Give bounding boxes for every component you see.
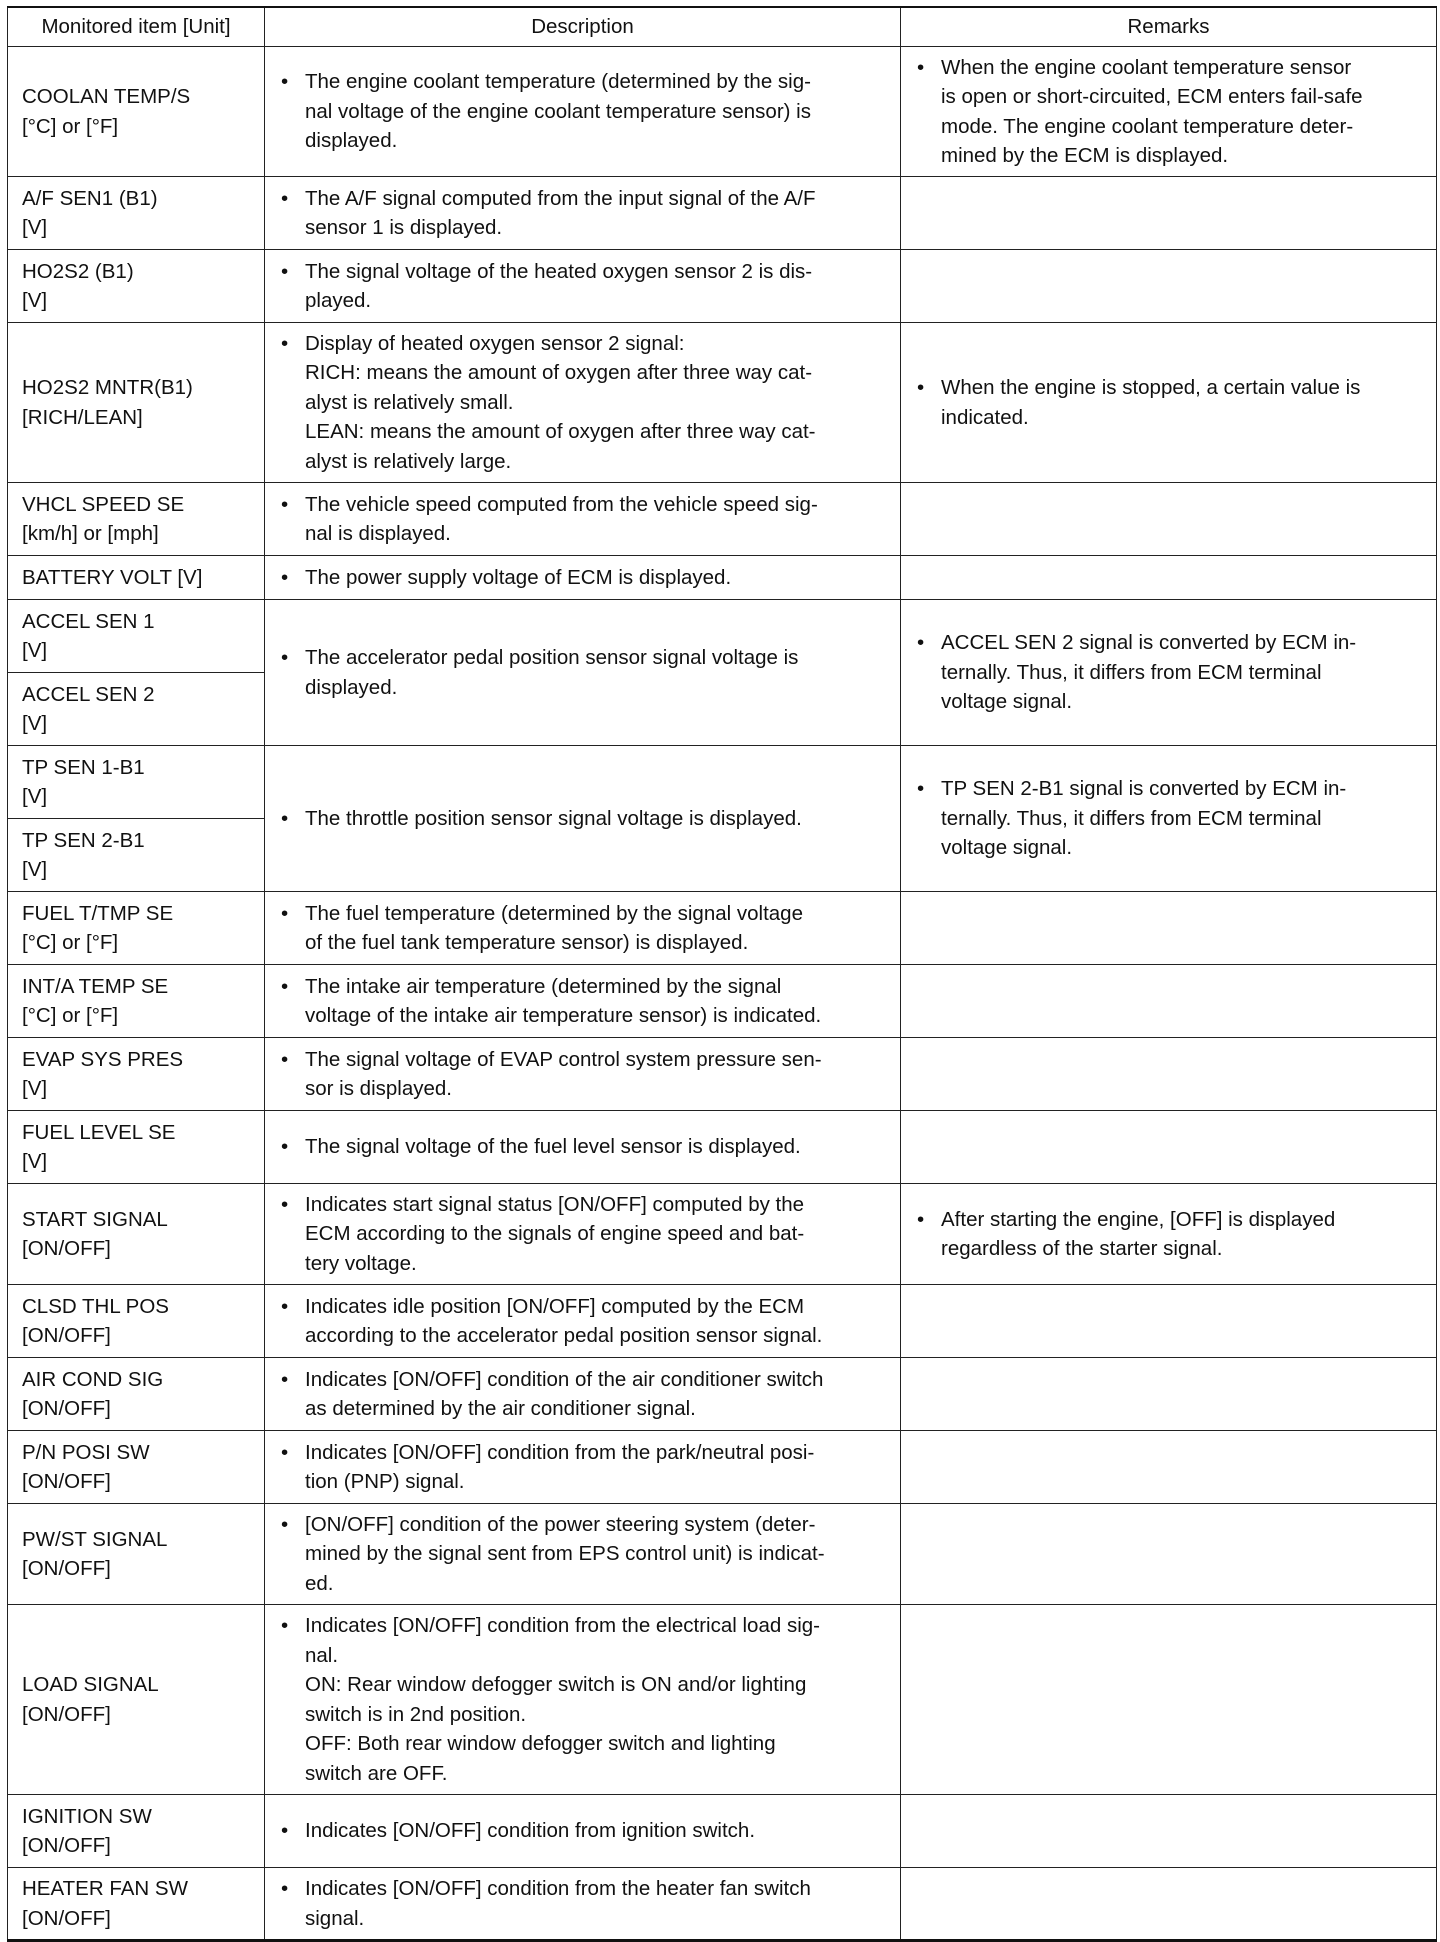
remarks-cell — [901, 1285, 1437, 1358]
item-unit: [°C] or [°F] — [22, 1004, 119, 1027]
description-bullet — [279, 1510, 890, 1599]
description-cell — [265, 1868, 901, 1941]
description-line: • Indicates [ON/OFF] condition of the air conditioner switch — [305, 1367, 824, 1391]
description-bullet — [279, 257, 890, 316]
remarks-cell — [901, 1431, 1437, 1504]
item-cell — [8, 177, 265, 250]
item-unit: [ON/OFF] — [22, 1834, 111, 1857]
description-line: • The power supply voltage of ECM is displayed. — [305, 565, 732, 589]
description-cell — [265, 746, 901, 892]
description-line: displayed. — [305, 675, 398, 699]
item-unit: [km/h] or [mph] — [22, 522, 159, 545]
description-subline: switch are OFF. — [305, 1761, 448, 1785]
header-remarks: Remarks — [901, 7, 1437, 47]
table-row — [8, 965, 1437, 1038]
item-cell — [8, 1868, 265, 1941]
table-row — [8, 556, 1437, 600]
description-subline: alyst is relatively small. — [305, 390, 514, 414]
item-cell — [8, 1358, 265, 1431]
description-line: tion (PNP) signal. — [305, 1470, 465, 1493]
description-bullet — [279, 899, 890, 958]
item-name: ACCEL SEN 2 — [22, 682, 155, 706]
description-cell — [265, 892, 901, 965]
remarks-cell — [901, 556, 1437, 600]
description-line: • The intake air temperature (determined by the signal — [305, 974, 782, 998]
remarks-cell — [901, 1358, 1437, 1431]
item-cell — [8, 323, 265, 483]
description-line: ed. — [305, 1571, 334, 1595]
description-cell — [265, 1184, 901, 1285]
table-row — [8, 323, 1437, 483]
description-line: played. — [305, 289, 372, 312]
description-cell — [265, 1285, 901, 1358]
item-cell — [8, 1184, 265, 1285]
remarks-cell — [901, 483, 1437, 556]
remarks-cell — [901, 965, 1437, 1038]
item-unit: [V] — [22, 639, 48, 662]
description-line: • The A/F signal computed from the input signal of the A/F — [305, 186, 816, 210]
description-bullet — [279, 1438, 890, 1497]
item-unit: [V] — [22, 858, 48, 881]
remark-bullet — [915, 1205, 1426, 1264]
description-line: • Display of heated oxygen sensor 2 signal: — [305, 331, 685, 355]
remarks-cell — [901, 323, 1437, 483]
remarks-cell — [901, 1605, 1437, 1795]
remark-line: • ACCEL SEN 2 signal is converted by ECM in- — [941, 631, 1357, 655]
table-row — [8, 1111, 1437, 1184]
description-line: • Indicates [ON/OFF] condition from the electrical load sig- — [305, 1614, 820, 1637]
remark-line: • TP SEN 2-B1 signal is converted by ECM in- — [941, 777, 1347, 801]
description-line: signal. — [305, 1906, 365, 1930]
table-row — [8, 250, 1437, 323]
item-cell — [8, 483, 265, 556]
remark-line: voltage signal. — [941, 836, 1073, 860]
remarks-cell — [901, 1868, 1437, 1941]
description-bullet — [279, 563, 890, 593]
description-cell — [265, 323, 901, 483]
description-bullet — [279, 329, 890, 359]
item-cell — [8, 673, 265, 746]
monitor-item-table — [7, 6, 1437, 1942]
remark-bullet — [915, 373, 1426, 432]
item-name: INT/A TEMP SE — [22, 974, 169, 998]
item-cell — [8, 1111, 265, 1184]
description-cell — [265, 47, 901, 177]
item-cell — [8, 600, 265, 673]
description-line: tery voltage. — [305, 1251, 417, 1275]
description-line: according to the accelerator pedal position sensor signal. — [305, 1324, 823, 1347]
item-cell — [8, 556, 265, 600]
description-line: • Indicates idle position [ON/OFF] computed by the ECM — [305, 1294, 805, 1318]
remark-line: indicated. — [941, 405, 1029, 429]
item-unit: [ON/OFF] — [22, 1906, 111, 1930]
table-row — [8, 1605, 1437, 1795]
description-bullet — [279, 1365, 890, 1424]
table-row — [8, 746, 1437, 819]
item-name: HEATER FAN SW — [22, 1877, 188, 1900]
item-cell — [8, 965, 265, 1038]
table-row — [8, 1285, 1437, 1358]
description-bullet — [279, 643, 890, 702]
item-unit: [ON/OFF] — [22, 1470, 111, 1493]
description-line: sensor 1 is displayed. — [305, 216, 503, 239]
remarks-cell — [901, 177, 1437, 250]
table-row — [8, 1795, 1437, 1868]
description-bullet — [279, 972, 890, 1031]
description-line: • The fuel temperature (determined by the signal voltage — [305, 901, 803, 925]
item-unit: [ON/OFF] — [22, 1237, 111, 1260]
description-bullet — [279, 1132, 890, 1162]
item-unit: [ON/OFF] — [22, 1397, 111, 1420]
description-line: • Indicates [ON/OFF] condition from the heater fan switch — [305, 1877, 811, 1900]
remarks-cell — [901, 1184, 1437, 1285]
remark-line: mined by the ECM is displayed. — [941, 144, 1229, 167]
description-line: • [ON/OFF] condition of the power steering system (deter- — [305, 1512, 816, 1536]
table-row — [8, 892, 1437, 965]
item-cell — [8, 1038, 265, 1111]
item-name: IGNITION SW — [22, 1804, 152, 1828]
description-bullet — [279, 1190, 890, 1279]
description-cell — [265, 1605, 901, 1795]
item-name: COOLAN TEMP/S — [22, 85, 191, 108]
description-line: nal voltage of the engine coolant temperature sensor) is — [305, 99, 811, 123]
description-subline: alyst is relatively large. — [305, 449, 512, 473]
remark-line: • When the engine is stopped, a certain value is — [941, 376, 1361, 399]
item-cell — [8, 819, 265, 892]
item-cell — [8, 1795, 265, 1868]
description-line: • Indicates start signal status [ON/OFF] computed by the — [305, 1192, 805, 1216]
description-line: • The throttle position sensor signal voltage is displayed. — [305, 806, 802, 830]
remark-bullet — [915, 53, 1426, 171]
description-bullet — [279, 1816, 890, 1846]
table-row — [8, 1184, 1437, 1285]
description-cell — [265, 556, 901, 600]
item-unit: [V] — [22, 712, 48, 735]
table-row — [8, 1868, 1437, 1941]
remarks-cell — [901, 892, 1437, 965]
item-cell — [8, 1285, 265, 1358]
description-bullet — [279, 1292, 890, 1351]
item-name: START SIGNAL — [22, 1207, 168, 1231]
description-bullet — [279, 490, 890, 549]
table-row — [8, 1504, 1437, 1605]
remark-line: mode. The engine coolant temperature deter- — [941, 114, 1354, 138]
description-cell — [265, 1038, 901, 1111]
description-cell — [265, 600, 901, 746]
remarks-cell — [901, 600, 1437, 746]
description-cell — [265, 1358, 901, 1431]
description-bullet — [279, 67, 890, 156]
item-unit: [V] — [22, 216, 48, 239]
description-cell — [265, 965, 901, 1038]
item-name: P/N POSI SW — [22, 1440, 150, 1464]
description-subline: RICH: means the amount of oxygen after three way cat- — [305, 361, 813, 385]
description-line: • The signal voltage of the heated oxygen sensor 2 is dis- — [305, 259, 813, 283]
item-unit: [ON/OFF] — [22, 1324, 111, 1347]
item-name: LOAD SIGNAL — [22, 1673, 159, 1696]
monitor-item-table-page — [7, 6, 1436, 1942]
remark-line: is open or short-circuited, ECM enters fail-safe — [941, 85, 1363, 108]
item-cell — [8, 1605, 265, 1795]
item-name: EVAP SYS PRES — [22, 1047, 184, 1071]
description-bullet — [279, 1045, 890, 1104]
item-cell — [8, 250, 265, 323]
table-row — [8, 483, 1437, 556]
description-subline: OFF: Both rear window defogger switch and lighting — [305, 1732, 776, 1755]
description-subline: ON: Rear window defogger switch is ON and/or lighting — [305, 1673, 807, 1696]
header-description: Description — [265, 7, 901, 47]
item-cell — [8, 1431, 265, 1504]
table-row — [8, 1358, 1437, 1431]
description-bullet — [279, 804, 890, 834]
item-cell — [8, 1504, 265, 1605]
description-line: voltage of the intake air temperature sensor) is indicated. — [305, 1004, 822, 1027]
remark-line: ternally. Thus, it differs from ECM terminal — [941, 806, 1322, 830]
description-subline: switch is in 2nd position. — [305, 1702, 527, 1726]
item-cell — [8, 892, 265, 965]
item-name: PW/ST SIGNAL — [22, 1527, 168, 1551]
remark-line: • When the engine coolant temperature sensor — [941, 55, 1352, 79]
remarks-cell — [901, 1504, 1437, 1605]
item-cell — [8, 746, 265, 819]
header-monitored-item: Monitored item [Unit] — [8, 7, 265, 47]
remarks-cell — [901, 1111, 1437, 1184]
item-name: HO2S2 (B1) — [22, 259, 134, 283]
item-unit: [V] — [22, 1150, 48, 1173]
description-bullet — [279, 184, 890, 243]
item-name: BATTERY VOLT [V] — [22, 565, 203, 589]
description-cell — [265, 177, 901, 250]
description-line: nal. — [305, 1643, 339, 1667]
description-cell — [265, 483, 901, 556]
description-line: sor is displayed. — [305, 1077, 452, 1100]
item-name: AIR COND SIG — [22, 1367, 164, 1391]
description-cell — [265, 1111, 901, 1184]
description-bullet — [279, 1874, 890, 1933]
item-name: VHCL SPEED SE — [22, 492, 185, 516]
remark-line: ternally. Thus, it differs from ECM terminal — [941, 660, 1322, 684]
description-bullet — [279, 1611, 890, 1670]
item-name: FUEL T/TMP SE — [22, 901, 174, 925]
table-row — [8, 1038, 1437, 1111]
remarks-cell — [901, 1795, 1437, 1868]
item-name: A/F SEN1 (B1) — [22, 186, 158, 210]
description-line: • The vehicle speed computed from the vehicle speed sig- — [305, 492, 818, 516]
description-line: • Indicates [ON/OFF] condition from the park/neutral posi- — [305, 1440, 815, 1464]
description-line: • Indicates [ON/OFF] condition from ignition switch. — [305, 1819, 756, 1843]
item-unit: [°C] or [°F] — [22, 931, 119, 954]
description-line: nal is displayed. — [305, 522, 451, 545]
item-unit: [RICH/LEAN] — [22, 405, 143, 429]
table-row — [8, 47, 1437, 177]
item-name: FUEL LEVEL SE — [22, 1120, 176, 1144]
remark-bullet — [915, 628, 1426, 717]
description-line: displayed. — [305, 129, 398, 153]
description-line: • The engine coolant temperature (determined by the sig- — [305, 70, 811, 94]
table-row — [8, 600, 1437, 673]
description-line: as determined by the air conditioner signal. — [305, 1397, 696, 1420]
remark-bullet — [915, 774, 1426, 863]
remark-line: voltage signal. — [941, 690, 1073, 714]
item-name: CLSD THL POS — [22, 1294, 169, 1318]
description-line: • The accelerator pedal position sensor signal voltage is — [305, 646, 799, 669]
description-cell — [265, 1431, 901, 1504]
description-cell — [265, 1504, 901, 1605]
item-unit: [V] — [22, 1077, 48, 1100]
description-line: ECM according to the signals of engine speed and bat- — [305, 1222, 805, 1246]
item-name: TP SEN 1-B1 — [22, 755, 145, 779]
description-line: mined by the signal sent from EPS control unit) is indicat- — [305, 1542, 825, 1566]
description-subline: LEAN: means the amount of oxygen after three way cat- — [305, 420, 816, 444]
remarks-cell — [901, 746, 1437, 892]
item-unit: [°C] or [°F] — [22, 114, 119, 138]
item-unit: [V] — [22, 785, 48, 808]
item-unit: [ON/OFF] — [22, 1702, 111, 1726]
remark-line: regardless of the starter signal. — [941, 1237, 1223, 1260]
remarks-cell — [901, 250, 1437, 323]
item-unit: [V] — [22, 289, 48, 312]
item-name: TP SEN 2-B1 — [22, 828, 145, 852]
item-name: HO2S2 MNTR(B1) — [22, 376, 193, 399]
remarks-cell — [901, 47, 1437, 177]
description-line: • The signal voltage of EVAP control system pressure sen- — [305, 1047, 822, 1071]
description-line: of the fuel tank temperature sensor) is displayed. — [305, 931, 749, 954]
table-row — [8, 1431, 1437, 1504]
header-row — [8, 7, 1437, 47]
remarks-cell — [901, 1038, 1437, 1111]
table-row — [8, 177, 1437, 250]
description-line: • The signal voltage of the fuel level sensor is displayed. — [305, 1135, 801, 1159]
description-cell — [265, 1795, 901, 1868]
item-unit: [ON/OFF] — [22, 1557, 111, 1580]
item-cell — [8, 47, 265, 177]
item-name: ACCEL SEN 1 — [22, 609, 155, 633]
description-cell — [265, 250, 901, 323]
remark-line: • After starting the engine, [OFF] is displayed — [941, 1207, 1336, 1231]
